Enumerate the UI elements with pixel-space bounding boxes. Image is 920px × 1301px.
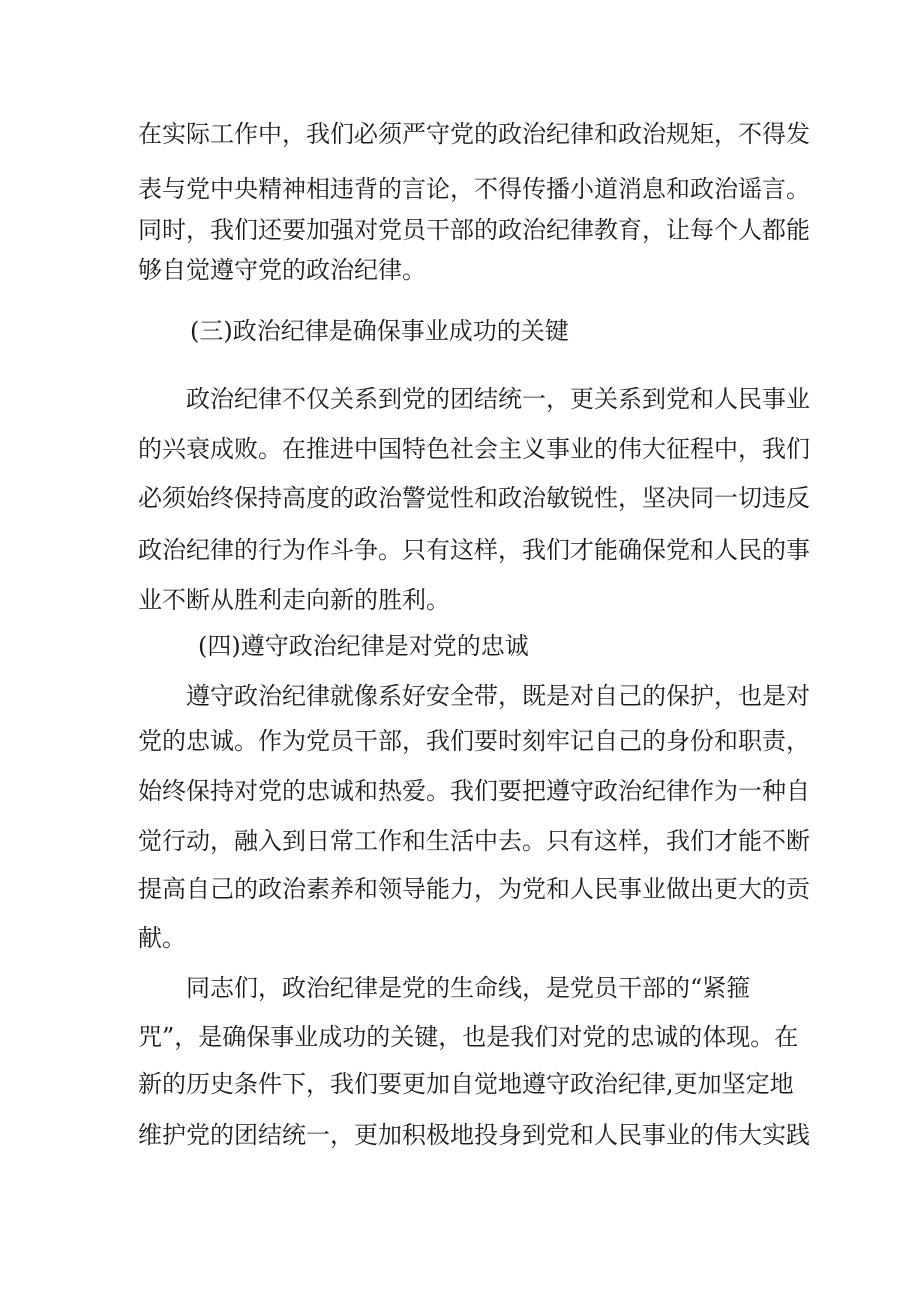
paragraph-1-line-4: 够自觉遵守党的政治纪律。 — [138, 256, 426, 284]
paragraph-1-line-2: 表与党中央精神相违背的言论，不得传播小道消息和政治谣言。 — [138, 175, 810, 203]
section-heading-3: (三)政治纪律是确保事业成功的关键 — [190, 317, 569, 345]
paragraph-2-line-2: 的兴衰成败。在推进中国特色社会主义事业的伟大征程中，我们 — [138, 435, 810, 463]
paragraph-3-line-5: 提高自己的政治素养和领导能力，为党和人民事业做出更大的贡 — [138, 875, 810, 903]
paragraph-4-line-3: 新的历史条件下，我们要更加自觉地遵守政治纪律,更加坚定地 — [138, 1070, 794, 1098]
paragraph-2-line-4: 政治纪律的行为作斗争。只有这样，我们才能确保党和人民的事 — [138, 536, 810, 564]
paragraph-3-line-1: 遵守政治纪律就像系好安全带，既是对自己的保护，也是对 — [186, 682, 810, 710]
paragraph-3-line-6: 献。 — [138, 924, 186, 952]
paragraph-4-line-4: 维护党的团结统一，更加积极地投身到党和人民事业的伟大实践 — [138, 1121, 810, 1149]
paragraph-1-line-3: 同时，我们还要加强对党员干部的政治纪律教育，让每个人都能 — [138, 216, 810, 244]
paragraph-2-line-1: 政治纪律不仅关系到党的团结统一，更关系到党和人民事业 — [186, 385, 810, 413]
paragraph-3-line-4: 觉行动，融入到日常工作和生活中去。只有这样，我们才能不断 — [138, 827, 810, 855]
paragraph-4-line-2: 咒”，是确保事业成功的关键，也是我们对党的忠诚的体现。在 — [138, 1023, 799, 1051]
paragraph-4-line-1: 同志们，政治纪律是党的生命线，是党员干部的“紧箍 — [186, 974, 751, 1002]
paragraph-3-line-3: 始终保持对党的忠诚和热爱。我们要把遵守政治纪律作为一种自 — [138, 777, 810, 805]
paragraph-3-line-2: 党的忠诚。作为党员干部，我们要时刻牢记自己的身份和职责， — [138, 727, 810, 755]
paragraph-1-line-1: 在实际工作中，我们必须严守党的政治纪律和政治规矩，不得发 — [138, 120, 810, 148]
paragraph-2-line-5: 业不断从胜利走向新的胜利。 — [138, 586, 450, 614]
section-heading-4: (四)遵守政治纪律是对党的忠诚 — [198, 632, 529, 660]
paragraph-2-line-3: 必须始终保持高度的政治警觉性和政治敏锐性，坚决同一切违反 — [138, 484, 810, 512]
